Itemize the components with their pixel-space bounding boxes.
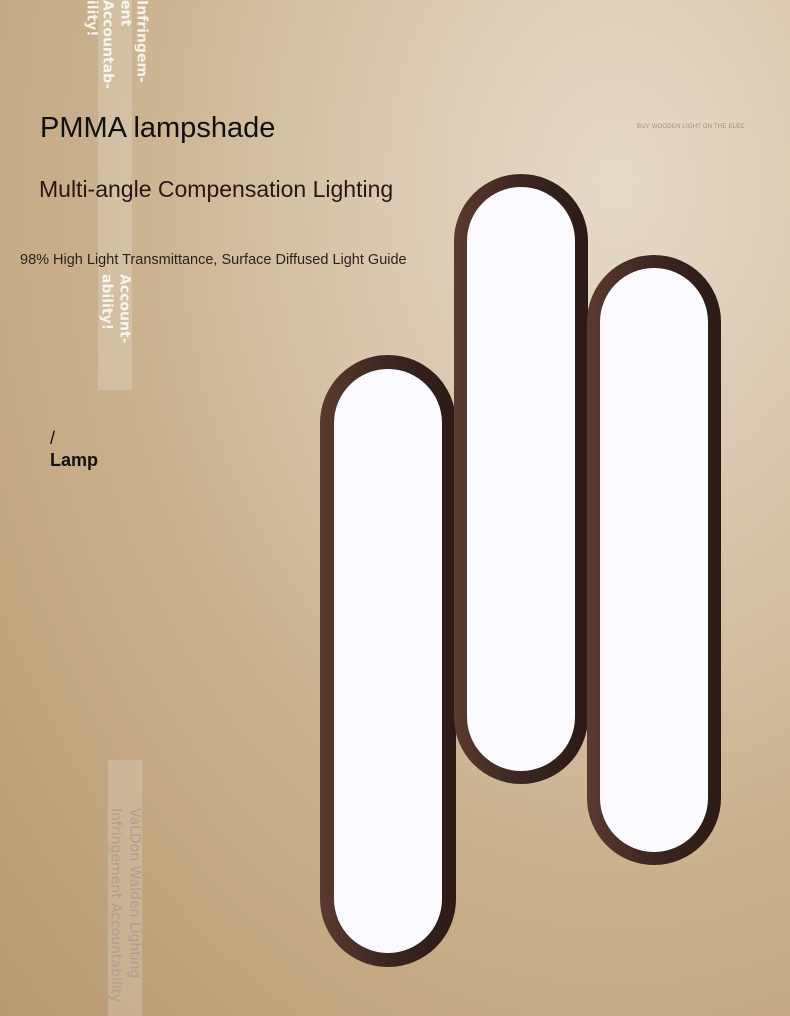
- side-watermark-text: Infringem-: [133, 0, 150, 83]
- brand-watermark-text: VaLDon Walden Lighting: [126, 808, 143, 979]
- lamp-label: Lamp: [50, 450, 99, 470]
- side-watermark-text: ent: [117, 0, 134, 27]
- lamp-panel-right: [587, 255, 728, 872]
- page-title: PMMA lampshade: [40, 112, 276, 144]
- page-subtitle: Multi-angle Compensation Lighting: [39, 176, 394, 202]
- side-watermark-text: Account-: [116, 274, 133, 344]
- side-watermark-text: ability!: [98, 274, 115, 331]
- watermark-text: BUY WOODEN LIGHT ON THE ELEC: [637, 124, 745, 130]
- side-watermark-text: Accountab-: [99, 0, 116, 89]
- side-watermark-text: ility!: [83, 0, 100, 37]
- tagline: 98% High Light Transmittance, Surface Diffused Light Guide: [20, 252, 407, 268]
- label-slash: /: [50, 428, 56, 448]
- lamp-panel-middle: [454, 174, 595, 791]
- lamp-panel-left: [320, 355, 463, 974]
- brand-watermark-text: Infringement Accountability: [107, 808, 124, 1003]
